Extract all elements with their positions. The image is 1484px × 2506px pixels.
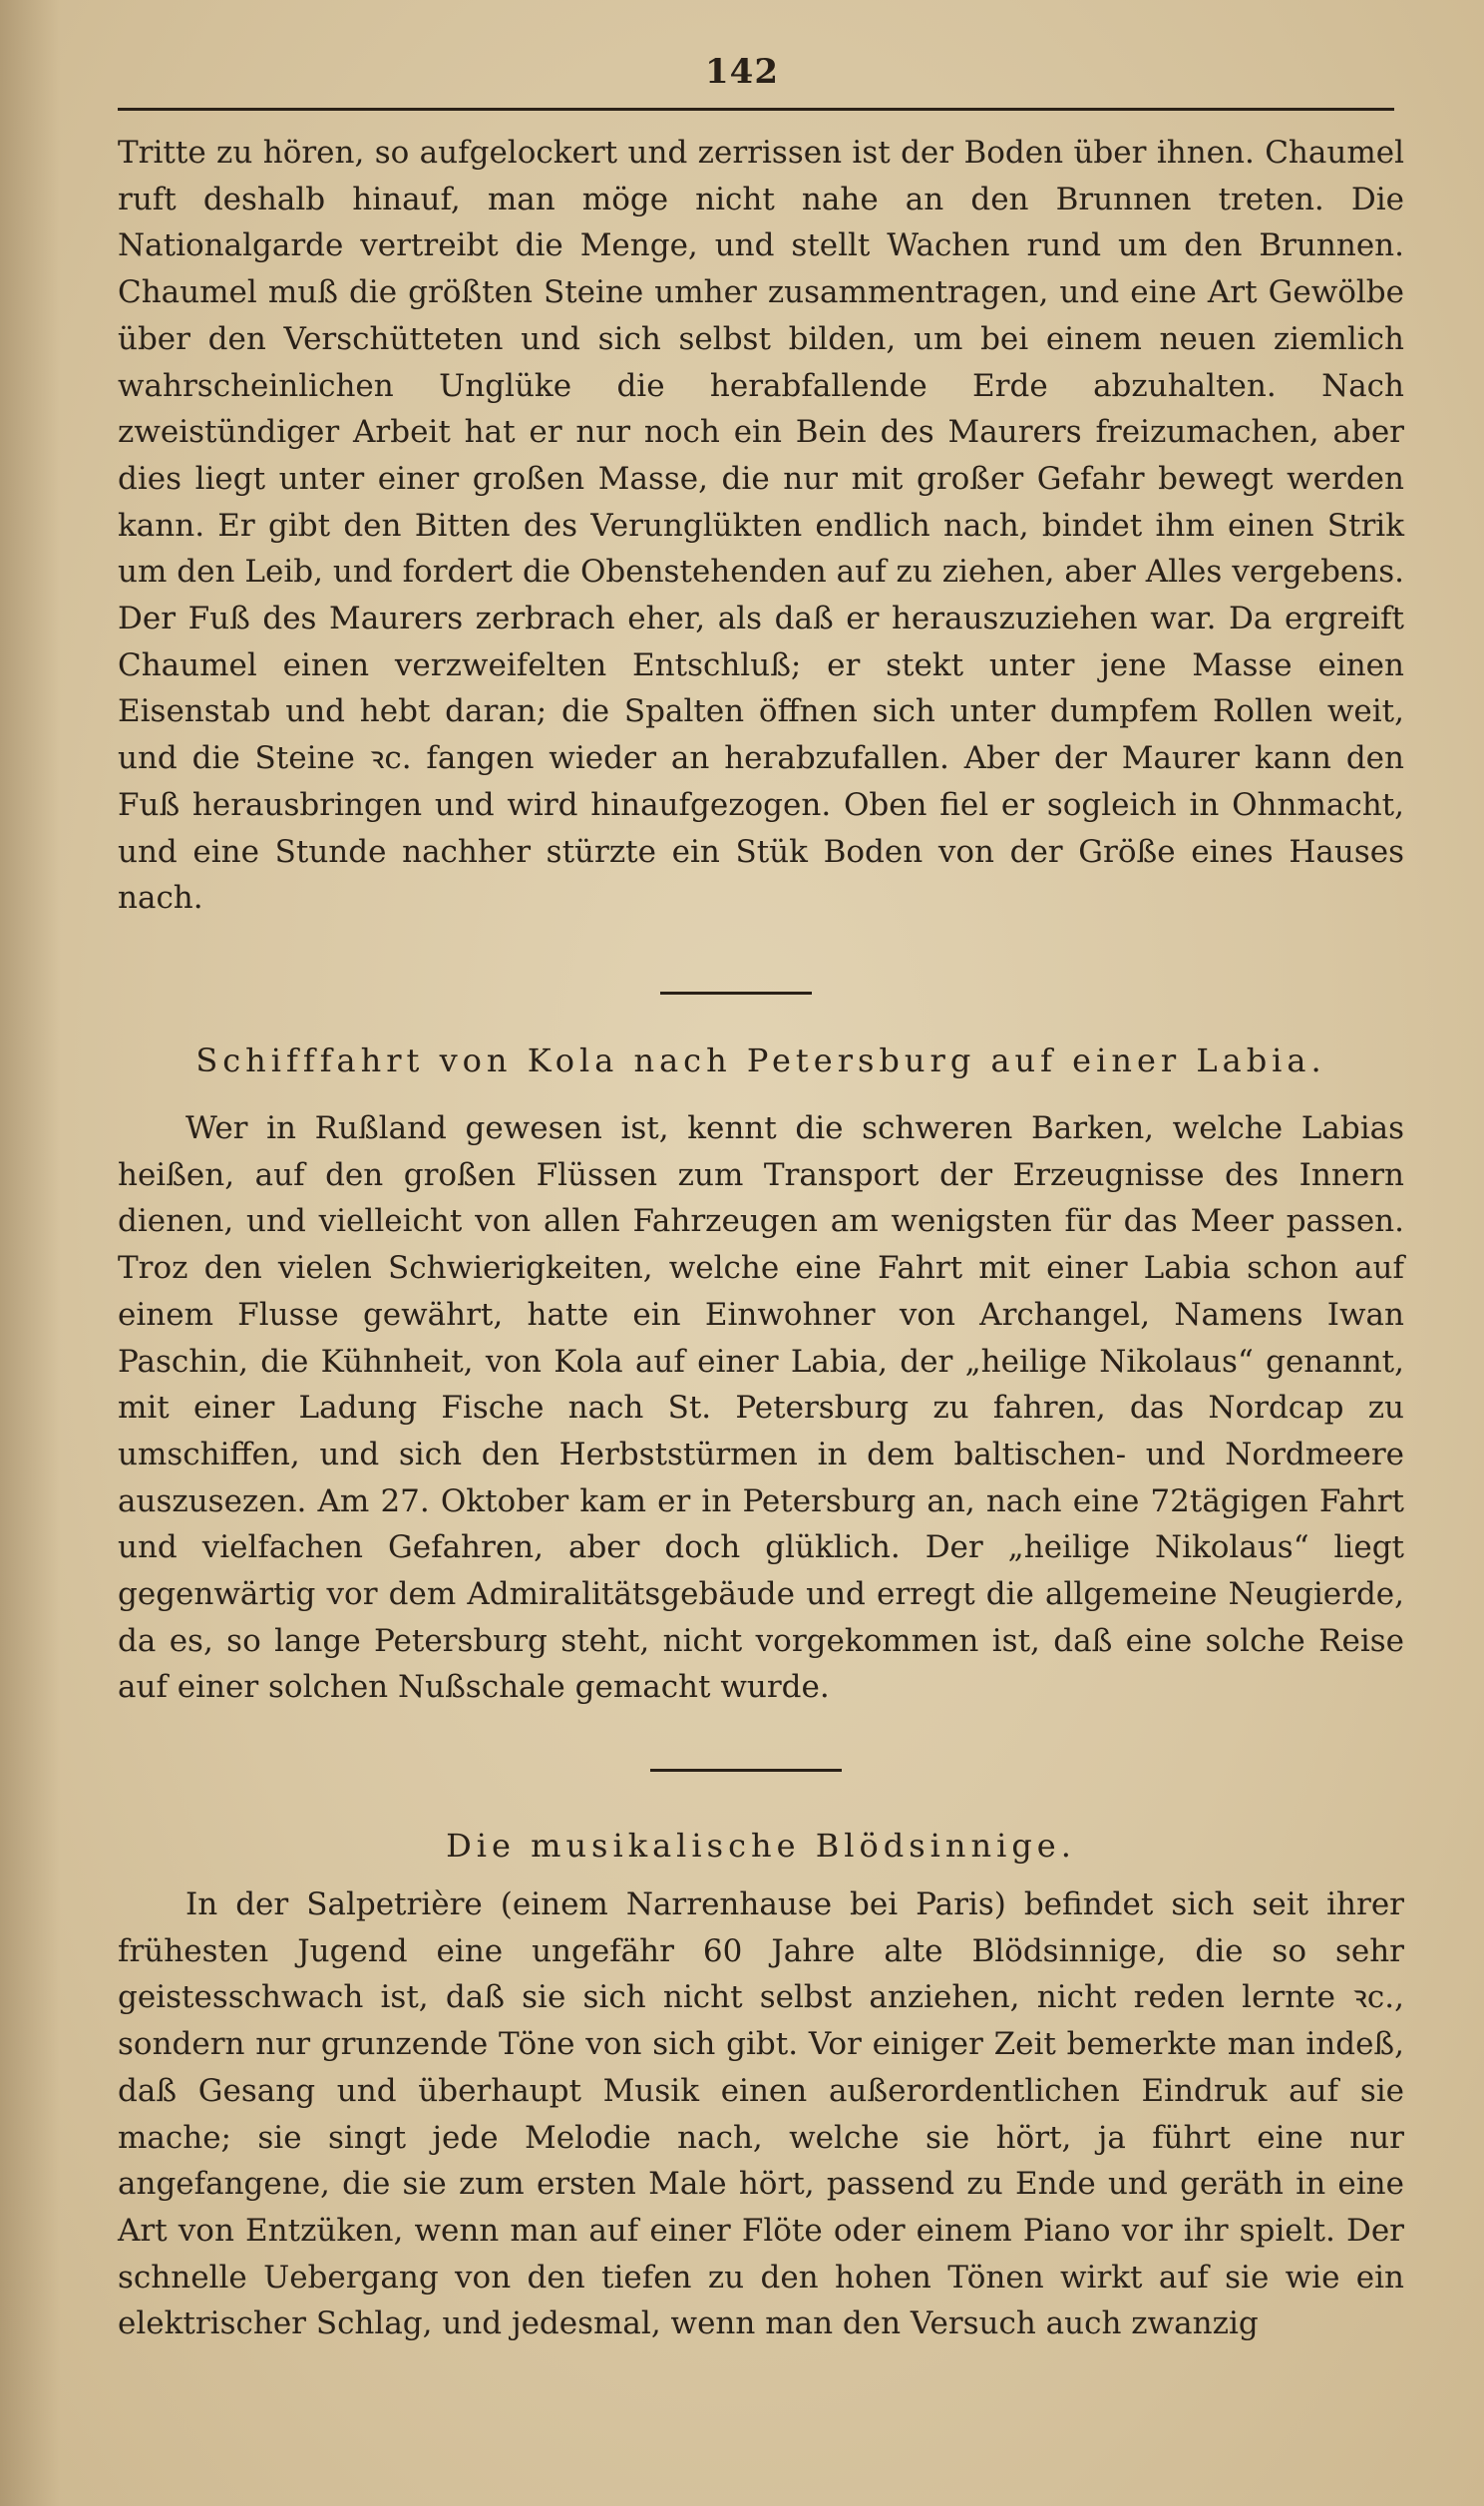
heading-kola-petersburg: Schifffahrt von Kola nach Petersburg auf einer Labia.: [195, 1042, 1326, 1079]
paragraph-salpetriere: In der Salpetrière (einem Narrenhause bei Paris) befindet sich seit ihrer frühesten Jugend eine ungefähr 60 Jahre alte Blödsinnige, die so sehr geistesschwach ist, daß sie sich nicht selbst anziehen, nicht reden lernte ꝛc., sondern nur grunzende Töne von sich gibt. Vor einiger Zeit bemerkte man indeß, daß Gesang und überhaupt Musik einen außerordentlichen Eindruk auf sie mache; sie singt jede Melodie nach, welche sie hört, ja führt eine nur angefangene, die sie zum ersten Male hört, passend zu Ende und geräth in eine Art von Entzüken, wenn man auf einer Flöte oder einem Piano vor ihr spielt. Der schnelle Uebergang von den tiefen zu den hohen Tönen wirkt auf sie wie ein elektrischer Schlag, und jedesmal, wenn man den Versuch auch zwanzig: [118, 1886, 1404, 2342]
page-number: 142: [705, 52, 779, 92]
paragraph-chaumel-rescue: Tritte zu hören, so aufgelockert und zerrissen ist der Boden über ihnen. Chaumel ruft deshalb hinauf, man möge nicht nahe an den Brunnen treten. Die Nationalgarde vertreibt die Menge, und stellt Wachen rund um den Brunnen. Chaumel muß die größten Steine umher zusammentragen, und eine Art Gewölbe über den Verschütteten und sich selbst bilden, um bei einem neuen ziemlich wahrscheinlichen Unglüke die herabfallende Erde abzuhalten. Nach zweistündiger Arbeit hat er nur noch ein Bein des Maurers freizumachen, aber dies liegt unter einer großen Masse, die nur mit großer Gefahr bewegt werden kann. Er gibt den Bitten des Verunglükten endlich nach, bindet ihm einen Strik um den Leib, und fordert die Obenstehenden auf zu ziehen, aber Alles vergebens. Der Fuß des Maurers zerbrach eher, als daß er herauszuziehen war. Da ergreift Chaumel einen verzweifelten Entschluß; er stekt unter jene Masse einen Eisenstab und hebt daran; die Spalten öffnen sich unter dumpfem Rollen weit, und die Steine ꝛc. fangen wieder an herabzufallen. Aber der Maurer kann den Fuß herausbringen und wird hinaufgezogen. Oben fiel er sogleich in Ohnmacht, und eine Stunde nachher stürzte ein Stük Boden von der Größe eines Hauses nach.: [118, 135, 1404, 917]
header-rule: [118, 108, 1394, 111]
continued-article: [118, 130, 1404, 922]
heading-musical-idiot: Die musikalische Blödsinnige.: [446, 1827, 1076, 1865]
article-musical-idiot: [118, 1881, 1404, 2347]
section-divider: [650, 1769, 842, 1772]
article-labia-voyage: [118, 1105, 1404, 1711]
gutter-shadow: [0, 0, 60, 2506]
section-divider: [660, 992, 812, 995]
paragraph-labia-voyage: Wer in Rußland gewesen ist, kennt die schweren Barken, welche Labias heißen, auf den großen Flüssen zum Transport der Erzeugnisse des Innern dienen, und vielleicht von allen Fahrzeugen am wenigsten für das Meer passen. Troz den vielen Schwierigkeiten, welche eine Fahrt mit einer Labia schon auf einem Flusse gewährt, hatte ein Einwohner von Archangel, Namens Iwan Paschin, die Kühnheit, von Kola auf einer Labia, der „heilige Nikolaus“ genannt, mit einer Ladung Fische nach St. Petersburg zu fahren, das Nordcap zu umschiffen, und sich den Herbststürmen in dem baltischen- und Nordmeere auszusezen. Am 27. Oktober kam er in Petersburg an, nach eine 72tägigen Fahrt und vielfachen Gefahren, aber doch glüklich. Der „heilige Nikolaus“ liegt gegenwärtig vor dem Admiralitätsgebäude und erregt die allgemeine Neugierde, da es, so lange Petersburg steht, nicht vorgekommen ist, daß eine solche Reise auf einer solchen Nußschale gemacht wurde.: [118, 1110, 1404, 1706]
